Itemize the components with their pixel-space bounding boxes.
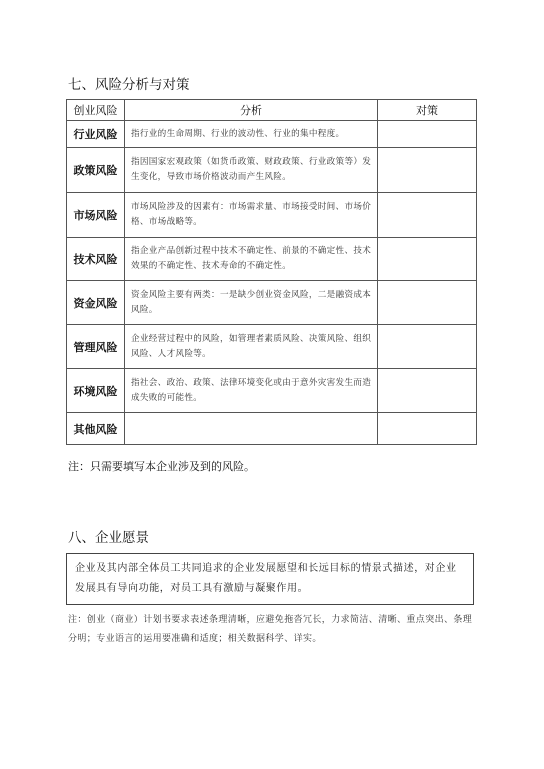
- table-row: [67, 193, 477, 238]
- risk-analysis: 指因国家宏观政策（如货币政策、财政政策、行业政策等）发生变化，导致市场价格波动而产生风险。: [125, 148, 378, 193]
- risk-analysis: 企业经营过程中的风险，如管理者素质风险、决策风险、组织风险、人才风险等。: [125, 325, 378, 369]
- table-row: [67, 148, 477, 193]
- risk-analysis-table: [66, 99, 477, 445]
- risk-name: 政策风险: [67, 148, 125, 193]
- table-row: [67, 325, 477, 369]
- table-row: [67, 238, 477, 281]
- header-measure: 对策: [378, 100, 477, 121]
- header-risk: 创业风险: [67, 100, 125, 121]
- risk-measure[interactable]: [378, 325, 477, 369]
- risk-name: 技术风险: [67, 238, 125, 281]
- table-row: [67, 121, 477, 148]
- section-7-title: 七、风险分析与对策: [68, 77, 190, 93]
- risk-measure[interactable]: [378, 413, 477, 445]
- risk-analysis: 资金风险主要有两类：一是缺少创业资金风险，二是融资成本风险。: [125, 281, 378, 325]
- plan-writing-note: 注：创业（商业）计划书要求表述条理清晰，应避免拖沓冗长，力求简洁、清晰、重点突出、条理分明；专业语言的运用要准确和适度；相关数据科学、详实。: [68, 615, 473, 644]
- risk-analysis: 指行业的生命周期、行业的波动性、行业的集中程度。: [125, 121, 378, 148]
- risk-measure[interactable]: [378, 121, 477, 148]
- risk-name: 环境风险: [67, 369, 125, 413]
- table-header-row: [67, 100, 477, 121]
- header-analysis: 分析: [125, 100, 378, 121]
- table-row: [67, 281, 477, 325]
- risk-measure[interactable]: [378, 281, 477, 325]
- risk-name: 行业风险: [67, 121, 125, 148]
- table-row: [67, 413, 477, 445]
- risk-measure[interactable]: [378, 369, 477, 413]
- risk-measure[interactable]: [378, 238, 477, 281]
- risk-analysis[interactable]: [125, 413, 378, 445]
- risk-analysis: 指社会、政治、政策、法律环境变化或由于意外灾害发生而造成失败的可能性。: [125, 369, 378, 413]
- table-row: [67, 369, 477, 413]
- risk-analysis: 市场风险涉及的因素有：市场需求量、市场接受时间、市场价格、市场战略等。: [125, 193, 378, 238]
- risk-table-note: 注：只需要填写本企业涉及到的风险。: [68, 460, 255, 473]
- risk-analysis: 指企业产品创新过程中技术不确定性、前景的不确定性、技术效果的不确定性、技术寿命的不确定性。: [125, 238, 378, 281]
- section-8-title: 八、企业愿景: [68, 530, 149, 546]
- risk-name: 市场风险: [67, 193, 125, 238]
- risk-measure[interactable]: [378, 193, 477, 238]
- risk-measure[interactable]: [378, 148, 477, 193]
- risk-name: 管理风险: [67, 325, 125, 369]
- vision-description-box: 企业及其内部全体员工共同追求的企业发展愿望和长远目标的情景式描述，对企业发展具有导向功能，对员工具有激励与凝聚作用。: [66, 553, 474, 605]
- risk-name: 其他风险: [67, 413, 125, 445]
- risk-name: 资金风险: [67, 281, 125, 325]
